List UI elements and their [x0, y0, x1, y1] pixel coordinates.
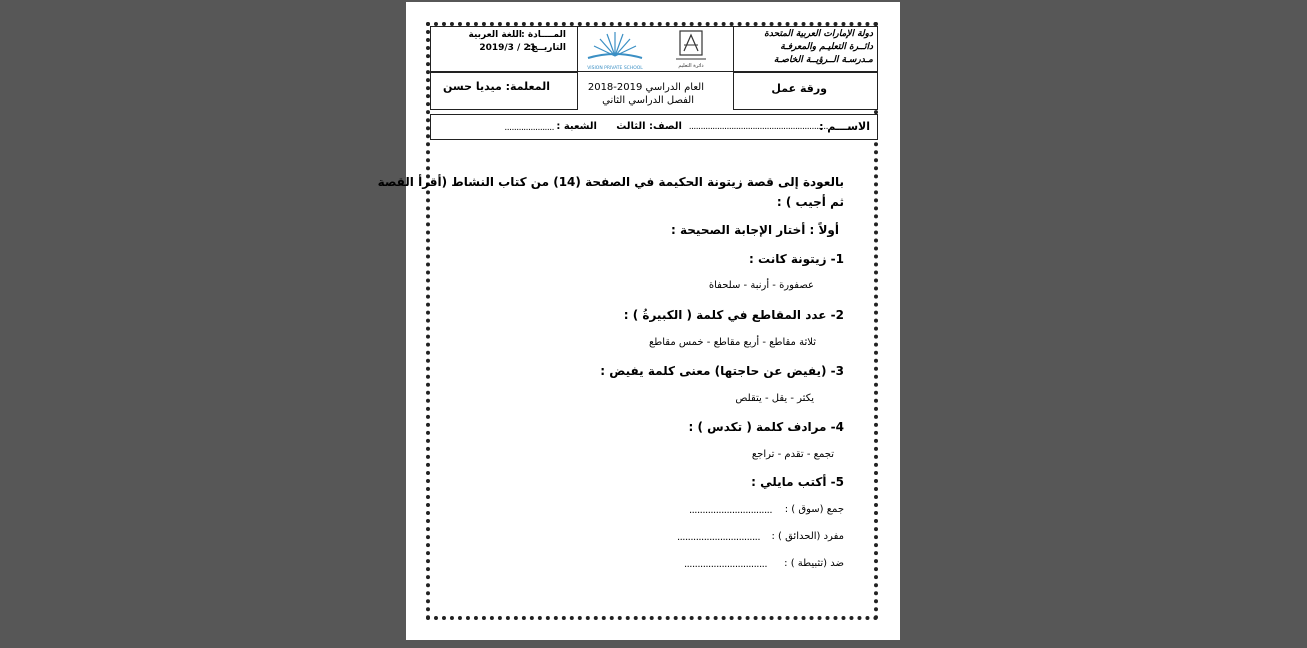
name-field[interactable]: ........................................................... [688, 122, 828, 132]
name-label: الاســـم : [819, 120, 870, 133]
section-field[interactable]: ..................... [504, 123, 554, 133]
emblem-caption: دائرة التعليم [678, 63, 704, 69]
teacher-label: المعلمة: ميديا حسن [442, 80, 550, 93]
school-line2: دائــرة التعليـم والمعرفـة [780, 42, 873, 52]
government-emblem [668, 27, 714, 71]
q5-item-3-label: ضد (تثبيطة ) : [784, 558, 844, 569]
question-4-options: تجمع - تقدم - تراجع [751, 449, 834, 460]
q5-item-1-answer[interactable]: ............................... [688, 505, 772, 516]
school-line1: دولة الإمارات العربية المتحدة [764, 29, 873, 39]
vision-school-logo [580, 26, 650, 72]
question-5: 5- أكتب مايلي : [751, 475, 844, 489]
question-3-options: يكثر - يقل - يتقلص [735, 393, 814, 404]
question-2-options: ثلاثة مقاطع - أربع مقاطع - خمس مقاطع [648, 337, 816, 348]
logo-caption: VISION PRIVATE SCHOOL [587, 66, 643, 71]
q5-item-1-label: جمع (سوق ) : [784, 504, 844, 515]
school-line3: مـدرسـة الــرؤيــة الخاصـة [773, 55, 873, 65]
academic-year: العام الدراسي 2019-2018 [587, 82, 704, 93]
date-value: 2019/3 / 21 [479, 43, 536, 53]
worksheet-label: ورقة عمل [771, 82, 827, 95]
worksheet-page [377, 2, 900, 640]
section-title: أولاً : أختار الإجابة الصحيحة : [671, 223, 839, 237]
question-3: 3- (يفيض عن حاجتها) معنى كلمة يفيض : [600, 364, 844, 378]
term-line: الفصل الدراسي الثاني [602, 95, 694, 106]
question-1-options: عصفورة - أرنبة - سلحفاة [708, 280, 814, 291]
intro-line1: بالعودة إلى قصة زيتونة الحكيمة في الصفحة (14) من كتاب النشاط (أقرأ القصة [377, 175, 844, 189]
date-label: التاريــخ: [527, 43, 566, 53]
q5-item-2-label: مفرد (الحدائق ) : [771, 531, 844, 542]
intro-line2: ثم أجيب ) : [776, 195, 844, 209]
grade-label: الصف: الثالث [616, 121, 682, 132]
subject-label: المــــادة : [521, 30, 566, 40]
question-1: 1- زيتونة كانت : [749, 252, 844, 266]
subject-value: اللغة العربية [468, 30, 522, 40]
section-label: الشعبة : [556, 121, 597, 132]
question-4: 4- مرادف كلمة ( تكدس ) : [688, 420, 844, 434]
question-2: 2- عدد المقاطع في كلمة ( الكبيرةُ ) : [623, 308, 844, 322]
q5-item-3-answer[interactable]: ............................... [683, 559, 767, 570]
q5-item-2-answer[interactable]: ............................... [676, 532, 760, 543]
